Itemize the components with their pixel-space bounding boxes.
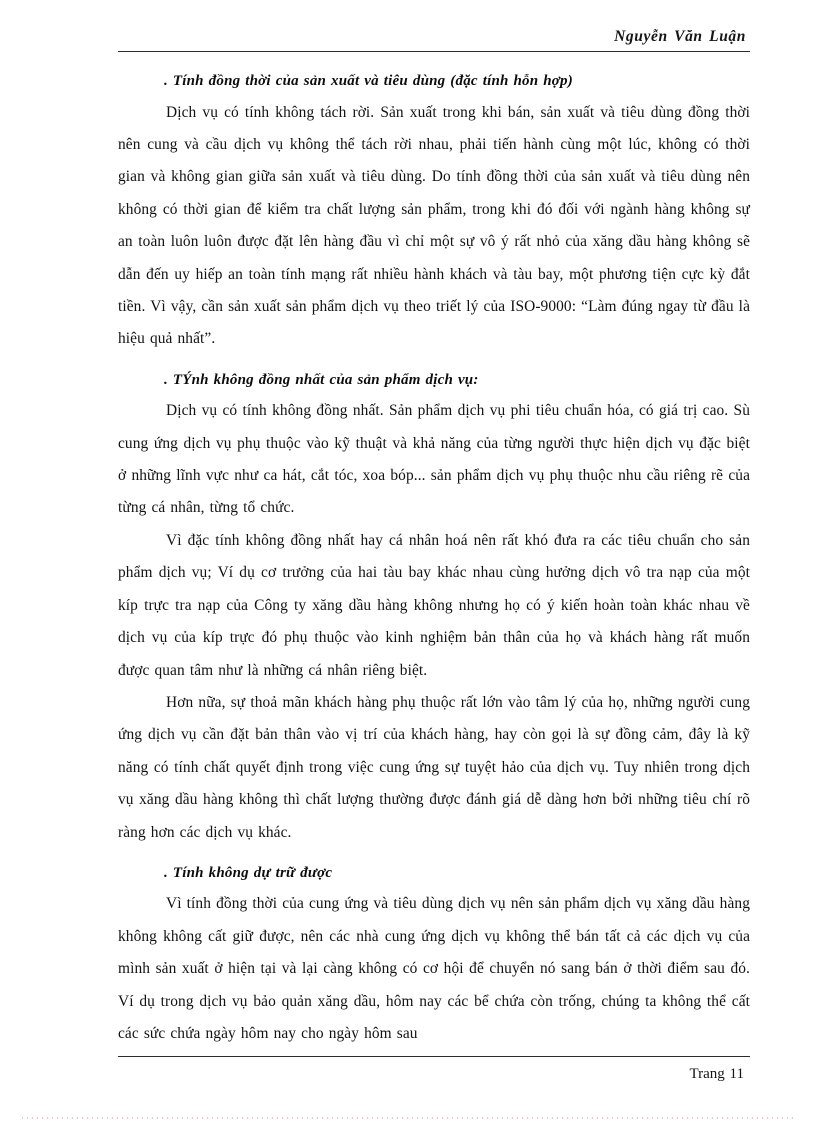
header-author-name: Nguyễn Văn Luận <box>614 28 746 45</box>
page-number: Trang 11 <box>689 1066 744 1082</box>
footer-divider <box>118 1056 750 1057</box>
section-heading-3: . Tính không dự trữ được <box>164 864 333 881</box>
scan-edge-artifact <box>22 1117 794 1119</box>
section-heading-2: . TÝnh không đồng nhất của sản phẩm dịch vụ: <box>164 371 479 388</box>
header-divider <box>118 51 750 52</box>
paragraph: Hơn nữa, sự thoả mãn khách hàng phụ thuộc rất lớn vào tâm lý của họ, những người cung ứng dịch vụ cần đặt bản thân vào vị trí của khách hàng, hay còn gọi là sự đồng cảm, đây là kỹ năng có tính chất quyết định trong việc cung ứng sự tuyệt hảo của dịch vụ. Tuy nhiên trong dịch vụ xăng dầu hàng không thì chất lượng thường được đánh giá dễ dàng hơn bởi những tiêu chí rõ ràng hơn các dịch vụ khác. <box>118 693 750 841</box>
section-heading-1: . Tính đồng thời của sản xuất và tiêu dùng (đặc tính hỗn hợp) <box>164 73 573 89</box>
page-footer <box>118 1056 750 1083</box>
document-body <box>118 70 750 1050</box>
paragraph: Dịch vụ có tính không tách rời. Sản xuất trong khi bán, sản xuất và tiêu dùng đồng thời nên cung và cầu dịch vụ không thể tách rời nhau, phải tiến hành cùng một lúc, không có thời gian và không gian giữa sản xuất và tiêu dùng. Do tính đồng thời của sản xuất và tiêu dùng nên không có thời gian để kiểm tra chất lượng sản phẩm, trong khi đó đối với ngành hàng không sự an toàn luôn luôn được đặt lên hàng đầu vì chỉ một sự vô ý rất nhỏ của xăng dầu hàng không sẽ dẫn đến uy hiếp an toàn tính mạng rất nhiều hành khách và tàu bay, một phương tiện cực kỳ đắt tiền. Vì vậy, cần sản xuất sản phẩm dịch vụ theo triết lý của ISO-9000: “Làm đúng ngay từ đầu là hiệu quả nhất”. <box>118 103 750 348</box>
page-header <box>118 28 750 52</box>
paragraph: Vì đặc tính không đồng nhất hay cá nhân hoá nên rất khó đưa ra các tiêu chuẩn cho sản phẩm dịch vụ; Ví dụ cơ trưởng của hai tàu bay khác nhau cùng hưởng dịch vô tra nạp của một kíp trực tra nạp của Công ty xăng dầu hàng không nhưng họ có ý kiến hoàn toàn khác nhau về dịch vụ của kíp trực đó phụ thuộc vào kinh nghiệm bản thân của họ và khách hàng rất muốn được quan tâm như là những cá nhân riêng biệt. <box>118 531 750 679</box>
paragraph: Dịch vụ có tính không đồng nhất. Sản phẩm dịch vụ phi tiêu chuẩn hóa, có giá trị cao. Sù cung ứng dịch vụ phụ thuộc vào kỹ thuật và khả năng của từng người thực hiện dịch vụ đặc biệt ở những lĩnh vực như ca hát, cắt tóc, xoa bóp... sản phẩm dịch vụ phụ thuộc nhu cầu riêng rẽ của từng cá nhân, từng tổ chức. <box>118 402 750 517</box>
paragraph: Vì tính đồng thời của cung ứng và tiêu dùng dịch vụ nên sản phẩm dịch vụ xăng dầu hàng không không cất giữ được, nên các nhà cung ứng dịch vụ không thể bán tất cả các dịch vụ của mình sản xuất ở hiện tại và lại càng không có cơ hội để chuyển nó sang bán ở thời điểm sau đó. Ví dụ trong dịch vụ bảo quản xăng dầu, hôm nay các bể chứa còn trống, chúng ta không thể cất các sức chứa ngày hôm nay cho ngày hôm sau <box>118 895 750 1043</box>
